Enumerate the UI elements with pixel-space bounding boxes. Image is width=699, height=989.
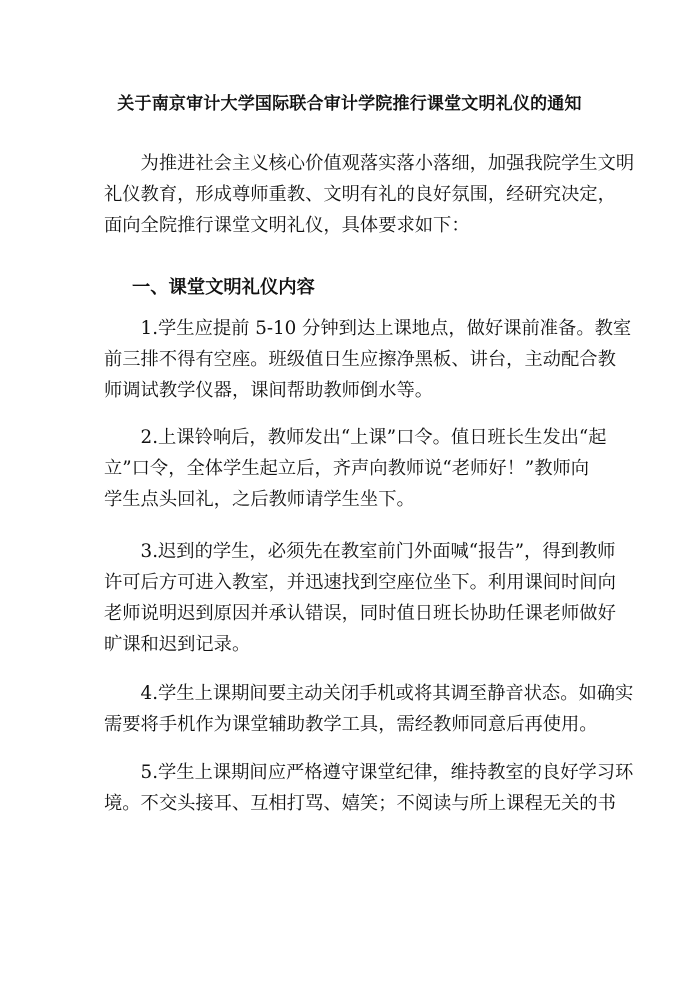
item-line: 前三排不得有空座。班级值日生应擦净黑板、讲台，主动配合教: [104, 349, 616, 370]
item-line: 许可后方可进入教室，并迅速找到空座位坐下。利用课间时间向: [104, 572, 616, 593]
item-line: 师调试教学仪器，课间帮助教师倒水等。: [104, 380, 434, 401]
intro-line: 为推进社会主义核心价值观落实落小落细，加强我院学生文明: [104, 153, 635, 174]
document-title: 关于南京审计大学国际联合审计学院推行课堂文明礼仪的通知: [117, 94, 582, 114]
intro-line: 礼仪教育，形成尊师重教、文明有礼的良好氛围，经研究决定，: [104, 184, 616, 205]
item-line: 立”口令，全体学生起立后，齐声向教师说“老师好！”教师向: [104, 458, 590, 479]
item-paragraph-3: [104, 536, 616, 660]
item-paragraph-4: [104, 678, 634, 740]
item-line: 2.上课铃响后，教师发出“上课”口令。值日班长生发出“起: [104, 427, 607, 448]
item-line: 4.学生上课期间要主动关闭手机或将其调至静音状态。如确实: [104, 683, 634, 704]
item-line: 3.迟到的学生，必须先在教室前门外面喊“报告”，得到教师: [104, 541, 616, 562]
item-line: 学生点头回礼，之后教师请学生坐下。: [104, 489, 415, 510]
intro-paragraph: [104, 148, 635, 241]
item-paragraph-1: [104, 313, 632, 406]
item-line: 老师说明迟到原因并承认错误，同时值日班长协助任课老师做好: [104, 603, 616, 624]
intro-line: 面向全院推行课堂文明礼仪，具体要求如下：: [104, 215, 470, 236]
item-paragraph-5: [104, 757, 634, 819]
item-line: 境。不交头接耳、互相打骂、嬉笑；不阅读与所上课程无关的书: [104, 793, 616, 814]
item-line: 旷课和迟到记录。: [104, 634, 251, 655]
item-line: 需要将手机作为课堂辅助教学工具，需经教师同意后再使用。: [104, 714, 598, 735]
item-line: 5.学生上课期间应严格遵守课堂纪律，维持教室的良好学习环: [104, 762, 634, 783]
section-heading: 一、课堂文明礼仪内容: [132, 277, 315, 298]
item-paragraph-2: [104, 422, 607, 515]
item-line: 1.学生应提前 5-10 分钟到达上课地点，做好课前准备。教室: [104, 318, 632, 339]
